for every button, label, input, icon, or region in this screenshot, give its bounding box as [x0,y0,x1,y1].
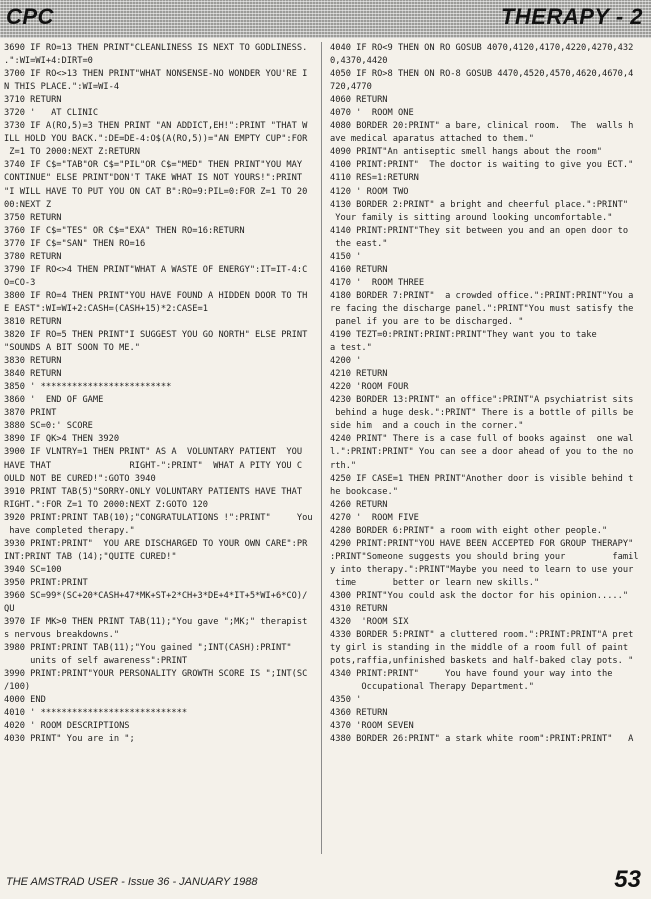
code-line: ave medical aparatus attached to them." [330,134,534,145]
code-line: "I WILL HAVE TO PUT YOU ON CAT B":RO=9:PIL=0:FOR Z=1 TO 20 [4,186,308,197]
code-line: he bookcase." [330,486,398,497]
code-line: 4370 'ROOM SEVEN [330,721,414,732]
code-line: 3970 IF MK>0 THEN PRINT TAB(11);"You gave ";MK;" therapist [4,617,308,628]
article-title: THERAPY - 2 [500,4,643,29]
code-line: N THIS PLACE.":WI=WI-4 [4,82,120,93]
code-line: 4270 ' ROOM FIVE [330,512,419,523]
code-line: 3710 RETURN [4,95,62,106]
code-line: "SOUNDS A BIT SOON TO ME." [4,343,140,354]
code-line: 4010 ' **************************** [4,708,188,719]
code-line: 4090 PRINT"An antiseptic smell hangs about the room" [330,147,602,158]
code-line: behind a huge desk.":PRINT" There is a bottle of pills be [330,408,634,419]
code-line: 4060 RETURN [330,95,388,106]
code-line: .":WI=WI+4:DIRT=0 [4,56,93,67]
code-line: Your family is sitting around looking uncomfortable." [330,212,613,223]
code-line: 4160 RETURN [330,264,388,275]
page-header [0,0,651,38]
code-line: 4250 IF CASE=1 THEN PRINT"Another door is visible behind t [330,473,634,484]
code-line: a test." [330,343,372,354]
code-line: 4150 ' [330,251,362,262]
section-label: CPC [6,4,54,29]
code-line: 3750 RETURN [4,212,62,223]
code-line: 4210 RETURN [330,369,388,380]
code-line: y into therapy.":PRINT"Maybe you need to learn to use your [330,564,634,575]
code-line: 0,4370,4420 [330,56,388,67]
code-line: 3950 PRINT:PRINT [4,577,88,588]
code-line: 3820 IF RO=5 THEN PRINT"I SUGGEST YOU GO NORTH" ELSE PRINT [4,330,308,341]
code-line: 4020 ' ROOM DESCRIPTIONS [4,721,130,732]
code-line: 4360 RETURN [330,708,388,719]
code-line: time better or learn new skills." [330,577,540,588]
code-line: 4240 PRINT" There is a case full of books against one wal [330,434,634,445]
code-line: /100) [4,682,31,693]
code-line: 3900 IF VLNTRY=1 THEN PRINT" AS A VOLUNTARY PATIENT YOU [4,447,303,458]
code-line: 4120 ' ROOM TWO [330,186,409,197]
code-line: s nervous breakdowns." [4,630,120,641]
code-line: 3890 IF QK>4 THEN 3920 [4,434,120,445]
code-line: 4320 'ROOM SIX [330,617,409,628]
code-line: QU [4,604,15,615]
code-line: 3990 PRINT:PRINT"YOUR PERSONALITY GROWTH SCORE IS ";INT(SC [4,669,308,680]
code-line: Z=1 TO 2000:NEXT Z:RETURN [4,147,140,158]
code-line: RIGHT.":FOR Z=1 TO 2000:NEXT Z:GOTO 120 [4,499,208,510]
code-line: 4280 BORDER 6:PRINT" a room with eight other people." [330,525,608,536]
code-line: 3930 PRINT:PRINT" YOU ARE DISCHARGED TO YOUR OWN CARE":PR [4,538,308,549]
code-line: 4310 RETURN [330,604,388,615]
code-line: 4040 IF RO<9 THEN ON RO GOSUB 4070,4120,4170,4220,4270,432 [330,43,634,53]
code-line: 4190 TEZT=0:PRINT:PRINT:PRINT"They want you to take [330,330,597,341]
code-line: 3860 ' END OF GAME [4,395,104,406]
code-line: have completed therapy." [4,525,135,536]
code-line: 3700 IF RO<>13 THEN PRINT"WHAT NONSENSE-NO WONDER YOU'RE I [4,69,308,80]
code-line: 3760 IF C$="TES" OR C$="EXA" THEN RO=16:RETURN [4,225,245,236]
code-line: 4170 ' ROOM THREE [330,277,425,288]
code-line: HAVE THAT RIGHT-":PRINT" WHAT A PITY YOU C [4,460,303,471]
code-line: ILL HOLD YOU BACK.":DE=DE-4:O$(A(RO,5))="AN EMPTY CUP":FOR [4,134,308,145]
code-line: l.":PRINT:PRINT" You can see a door ahead of you to the no [330,447,634,458]
code-line: 4000 END [4,695,46,706]
code-line: 3850 ' ************************* [4,382,172,393]
code-line: 3790 IF RO<>4 THEN PRINT"WHAT A WASTE OF ENERGY":IT=IT-4:C [4,264,308,275]
code-line: 3720 ' AT CLINIC [4,108,99,119]
code-line: 3810 RETURN [4,316,62,327]
code-line: 00:NEXT Z [4,199,52,210]
right-code-column [330,42,648,862]
code-line: 3690 IF RO=13 THEN PRINT"CLEANLINESS IS NEXT TO GODLINESS. [4,43,308,53]
code-line: 4330 BORDER 5:PRINT" a cluttered room.":PRINT:PRINT"A pret [330,630,634,641]
code-line: :PRINT"Someone suggests you should bring your famil [330,551,639,562]
code-line: 3960 SC=99*(SC+20*CASH+47*MK+ST+2*CH+3*DE+4*IT+5*WI+6*CO)/ [4,590,308,601]
code-line: 4080 BORDER 20:PRINT" a bare, clinical room. The walls h [330,121,634,132]
code-line: rth." [330,460,357,471]
code-line: panel if you are to be discharged. " [330,316,524,327]
code-line: O=CO-3 [4,277,36,288]
code-line: 3840 RETURN [4,369,62,380]
code-line: side him and a couch in the corner." [330,421,524,432]
code-line: 4140 PRINT:PRINT"They sit between you and an open door to [330,225,629,236]
code-line: 3920 PRINT:PRINT TAB(10);"CONGRATULATIONS !":PRINT" You [4,512,313,523]
code-line: 3800 IF RO=4 THEN PRINT"YOU HAVE FOUND A HIDDEN DOOR TO TH [4,290,308,301]
code-line: 4100 PRINT:PRINT" The doctor is waiting to give you ECT." [330,160,634,171]
code-line: 4380 BORDER 26:PRINT" a stark white room":PRINT:PRINT" A [330,734,634,745]
code-line: 4200 ' [330,356,362,367]
code-line: 720,4770 [330,82,372,93]
code-line: 3880 SC=0:' SCORE [4,421,93,432]
code-line: 3830 RETURN [4,356,62,367]
code-line: 4230 BORDER 13:PRINT" an office":PRINT"A psychiatrist sits [330,395,634,406]
footer-publication: THE AMSTRAD USER - Issue 36 - JANUARY 1988 [6,876,258,888]
code-line: 4290 PRINT:PRINT"YOU HAVE BEEN ACCEPTED FOR GROUP THERAPY" [330,538,634,549]
code-line: 3770 IF C$="SAN" THEN RO=16 [4,238,146,249]
code-line: CONTINUE" ELSE PRINT"DON'T TAKE WHAT IS NOT YOURS!":PRINT [4,173,303,184]
column-divider [321,42,322,854]
code-line: 3870 PRINT [4,408,57,419]
code-line: 3780 RETURN [4,251,62,262]
code-line: 4110 RES=1:RETURN [330,173,419,184]
code-line: 4300 PRINT"You could ask the doctor for his opinion....." [330,590,629,601]
code-line: pots,raffia,unfinished baskets and half-baked clay pots. " [330,656,634,667]
code-line: INT:PRINT TAB (14);"QUITE CURED!" [4,551,177,562]
code-line: 4220 'ROOM FOUR [330,382,409,393]
code-line: 3740 IF C$="TAB"OR C$="PIL"OR C$="MED" THEN PRINT"YOU MAY [4,160,303,171]
code-line: 4050 IF RO>8 THEN ON RO-8 GOSUB 4470,4520,4570,4620,4670,4 [330,69,634,80]
code-line: 4260 RETURN [330,499,388,510]
left-code-column [4,42,314,862]
code-line: 3980 PRINT:PRINT TAB(11);"You gained ";INT(CASH):PRINT" [4,643,292,654]
code-line: OULD NOT BE CURED!":GOTO 3940 [4,473,156,484]
code-line: 3940 SC=100 [4,564,62,575]
code-line: 3730 IF A(RO,5)=3 THEN PRINT "AN ADDICT,EH!":PRINT "THAT W [4,121,308,132]
code-line: 4130 BORDER 2:PRINT" a bright and cheerful place.":PRINT" [330,199,629,210]
code-line: 4340 PRINT:PRINT" You have found your way into the [330,669,613,680]
code-line: 4350 ' [330,695,362,706]
code-line: re facing the discharge panel.":PRINT"You must satisfy the [330,303,634,314]
page-number: 53 [614,866,641,893]
code-line: 4070 ' ROOM ONE [330,108,414,119]
code-line: Occupational Therapy Department." [330,682,534,693]
code-line: 4030 PRINT" You are in "; [4,734,135,745]
code-line: the east." [330,238,388,249]
code-line: units of self awareness":PRINT [4,656,188,667]
code-line: E EAST":WI=WI+2:CASH=(CASH+15)*2:CASE=1 [4,303,208,314]
code-line: 4180 BORDER 7:PRINT" a crowded office.":PRINT:PRINT"You a [330,290,634,301]
code-line: 3910 PRINT TAB(5)"SORRY-ONLY VOLUNTARY PATIENTS HAVE THAT [4,486,303,497]
code-line: ty girl is standing in the middle of a room full of paint [330,643,629,654]
